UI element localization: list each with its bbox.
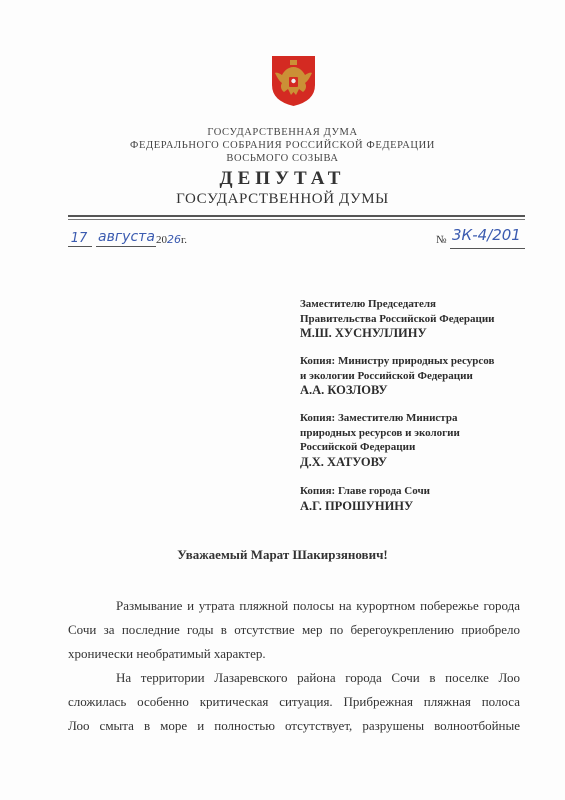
addressee-line: Заместителю Председателя bbox=[300, 298, 436, 310]
date-day-underline bbox=[68, 246, 92, 247]
reference-number-underline bbox=[450, 248, 525, 249]
reference-number: 3К-4/201 bbox=[452, 226, 521, 244]
date-month: августа bbox=[98, 229, 155, 245]
letterhead-subtitle: ГОСУДАРСТВЕННОЙ ДУМЫ bbox=[176, 191, 389, 207]
salutation: Уважаемый Марат Шакирзянович! bbox=[177, 547, 388, 562]
coat-of-arms-icon bbox=[271, 55, 316, 107]
body-paragraph-2 bbox=[68, 666, 520, 738]
date-year bbox=[156, 233, 187, 246]
addressee-name: А.Г. ПРОШУНИНУ bbox=[300, 498, 414, 513]
paragraph-line: На территории Лазаревского района города Сочи в поселке Лоо bbox=[116, 670, 520, 685]
addressee-block-copy-deputy-minister bbox=[300, 411, 540, 469]
date-year-prefix: 20 bbox=[156, 234, 167, 246]
addressee-line: Российской Федерации bbox=[300, 441, 416, 453]
addressee-line: Правительства Российской Федерации bbox=[300, 312, 495, 325]
addressee-block-primary bbox=[300, 297, 540, 341]
addressee-line: Копия: Главе города Сочи bbox=[300, 485, 431, 497]
header-divider-thin bbox=[68, 219, 525, 220]
header-divider-thick bbox=[68, 215, 525, 217]
addressee-line: Копия: Заместителю Министра bbox=[300, 412, 458, 424]
addressee-name: М.Ш. ХУСНУЛЛИНУ bbox=[300, 326, 427, 340]
paragraph-line: хронически необратимый характер. bbox=[68, 646, 266, 661]
addressee-line: природных ресурсов и экологии bbox=[300, 426, 460, 439]
date-year-unit: г. bbox=[181, 234, 188, 246]
addressee-line: Копия: Министру природных ресурсов bbox=[300, 355, 495, 367]
date-day: 17 bbox=[70, 231, 88, 246]
paragraph-line: сложилась особенно критическая ситуация. Прибрежная пляжная полоса bbox=[68, 694, 520, 709]
date-year-suffix: 26 bbox=[167, 233, 181, 246]
paragraph-line: Лоо смыта в море и полностью отсутствует, разрушены волноотбойные bbox=[68, 718, 520, 733]
addressee-line: и экологии Российской Федерации bbox=[300, 369, 473, 382]
reference-number-sign: № bbox=[436, 234, 447, 246]
paragraph-line: Размывание и утрата пляжной полосы на курортном побережье города bbox=[116, 598, 520, 613]
date-month-underline bbox=[96, 246, 156, 247]
body-paragraph-1 bbox=[68, 594, 520, 666]
org-line-convocation: ВОСЬМОГО СОЗЫВА bbox=[226, 153, 339, 164]
paragraph-line: Сочи за последние годы в отсутствие мер по берегоукреплению приобрело bbox=[68, 622, 520, 637]
org-line-federal-assembly: ФЕДЕРАЛЬНОГО СОБРАНИЯ РОССИЙСКОЙ ФЕДЕРАЦИИ bbox=[130, 140, 435, 151]
org-line-duma: ГОСУДАРСТВЕННАЯ ДУМА bbox=[207, 127, 358, 138]
addressee-block-copy-mayor bbox=[300, 484, 540, 513]
addressee-block-copy-minister bbox=[300, 354, 540, 398]
addressee-name: А.А. КОЗЛОВУ bbox=[300, 383, 388, 397]
addressee-name: Д.Х. ХАТУОВУ bbox=[300, 454, 388, 469]
letterhead-title: ДЕПУТАТ bbox=[219, 168, 346, 189]
